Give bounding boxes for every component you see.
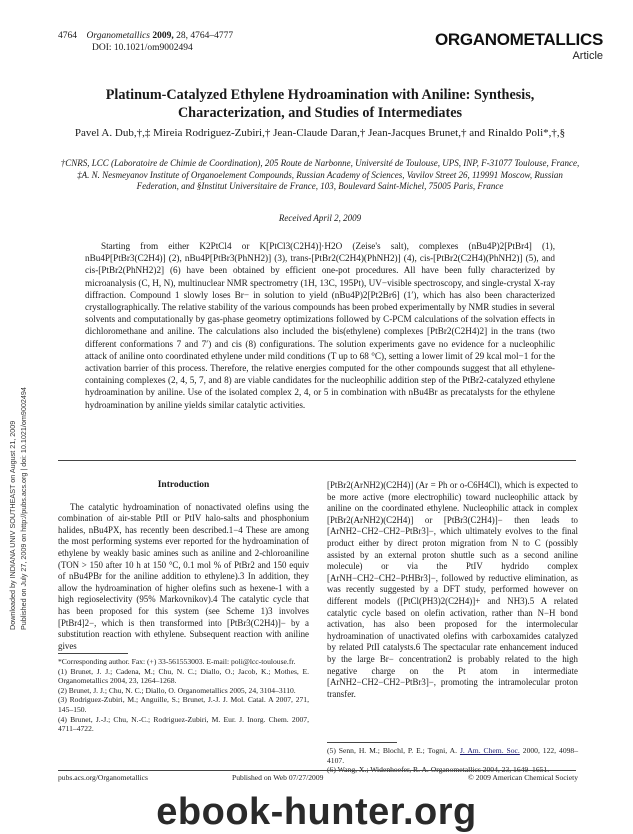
footer-copyright: © 2009 American Chemical Society — [468, 773, 578, 782]
download-stamp — [4, 300, 32, 630]
footnote-divider — [58, 653, 128, 654]
body-column-right — [327, 480, 578, 700]
article-type: Article — [572, 50, 603, 62]
footer-divider — [58, 770, 576, 771]
footnote-ref-1: (1) Brunet, J. J.; Cadena, M.; Chu, N. C.; Diallo, O.; Jacob, K.; Mothes, E. Organometallics 2004, 23, 1264–1268. — [58, 666, 309, 686]
footnote-corresponding: *Corresponding author. Fax: (+) 33-561553003. E-mail: poli@lcc-toulouse.fr. — [58, 657, 296, 666]
journal-year: 2009, — [152, 31, 174, 41]
download-stamp-line-1: Downloaded by INDIANA UNIV SOUTHEAST on August 21, 2009 — [8, 420, 17, 630]
footer-published: Published on Web 07/27/2009 — [232, 773, 324, 782]
footnote-5-text: (5) Senn, H. M.; Blochl, P. E.; Togni, A. — [327, 746, 460, 755]
section-heading: Introduction — [157, 480, 210, 490]
footnote-ref-5 — [327, 746, 578, 765]
volume-pages: 28, 4764–4777 — [176, 31, 234, 41]
received-date: Received April 2, 2009 — [278, 213, 362, 223]
footnote-5-rest: 2000, 122, 4098–4107. — [327, 746, 579, 765]
author-list: Pavel A. Dub,†,‡ Mireia Rodriguez-Zubiri,† Jean-Claude Daran,† Jean-Jacques Brunet,† and Rinaldo Poli*,†,§ — [74, 127, 566, 139]
footnote-ref-2: (2) Brunet, J. J.; Chu, N. C.; Diallo, O. Organometallics 2005, 24, 3104–3110. — [58, 685, 296, 695]
body-column-left — [58, 480, 309, 652]
journal-name: Organometallics — [86, 31, 151, 41]
page-number: 4764 — [58, 31, 77, 41]
journal-logo: ORGANOMETALLICS — [434, 30, 603, 49]
intro-paragraph-continued: [PtBr2(ArNH2)(C2H4)] (Ar = Ph or o-C6H4Cl), which is expected to be more active (more electrophilic) toward nucleophilic attack by aniline on the coordinated ethylene. Nucleophilic attack in complex [PtBr2(ArNH2)(C2H4)] or [PtBr3(C2H4)]− then leads to [ArNH2−CH2−CH2−PtBr3]−, which ultimately evolves to the final product either by direct proton migration from N to C (possibly assisted by an external proton shuttle such as a second aniline molecule) or via the PtIV hydrido complex [ArNH−CH2−CH2−PtHBr3]−, followed by reductive elimination, as was recently suggested by a DFT study, performed however on different models ([PtCl(PH3)2(C2H4)]+ and NH3).5 A related catalytic cycle based on olefin activation, rather than N−H bond activation, has also been proposed for the intermolecular hydroamination of unactivated olefins with carboxamides catalyzed by related PtII catalysts.6 The spectacular rate enhancement induced by the large Br− concentration2 is probably related to the high negative charge on the Pt atom in intermediate [ArNH2−CH2−CH2−PtBr3]−, promoting the intramolecular proton transfer. — [327, 480, 578, 699]
article-title: Platinum-Catalyzed Ethylene Hydroamination with Aniline: Synthesis, Characterization, and Studies of Intermediates — [105, 87, 535, 121]
running-header — [58, 30, 233, 54]
citation-link[interactable]: J. Am. Chem. Soc. — [459, 746, 520, 755]
doi: DOI: 10.1021/om9002494 — [92, 43, 193, 53]
journal-brand — [435, 31, 603, 62]
footer-url[interactable]: pubs.acs.org/Organometallics — [58, 773, 148, 782]
footnote-divider — [327, 742, 397, 743]
affiliations: †CNRS, LCC (Laboratoire de Chimie de Coordination), 205 Route de Narbonne, Université de Toulouse, UPS, INP, F-31077 Toulouse, France, ‡A. N. Nesmeyanov Institute of Organoelement Compounds, Russian Academy of Sciences, Vavilov Street 26, 119991 Moscow, Russian Federation, and §Institut Universitaire de France, 103, Boulevard Saint-Michel, 75005 Paris, France — [60, 158, 580, 191]
intro-paragraph: The catalytic hydroamination of nonactivated olefins using the combination of air-stable PtII or PtIV halo-salts and phosphonium halides, nBu4PX, has recently been described.1−4 These are among the most performing systems ever reported for the hydroamination of ethylene by weakly basic amines such as aniline and 2-chloroaniline (TON > 150 after 10 h at 150 °C, 0.1 mol % of PtBr2 and 150 equiv of nBu4PBr for the aniline addition to ethylene).3 In addition, they allow the hydroamination of higher olefins such as hexene-1 with a high regioselectivity (95% Markovnikov).4 The catalytic cycle that has been proposed for this system (see Scheme 1)3 involves [PtBr4]2−, which is then transformed into [PtBr3(C2H4)]− by a substitution reaction with ethylene. Subsequent reaction with aniline gives — [58, 501, 309, 651]
section-divider — [58, 460, 576, 461]
watermark: ebook-hunter.org — [156, 791, 477, 833]
footnote-ref-3: (3) Rodriguez-Zubiri, M.; Anguille, S.; Brunet, J.-J. J. Mol. Catal. A 2007, 271, 145–150. — [58, 695, 309, 714]
footnotes-left — [58, 653, 309, 734]
abstract: Starting from either K2PtCl4 or K[PtCl3(C2H4)]·H2O (Zeise's salt), complexes (nBu4P)2[PtBr4] (1), nBu4P[PtBr3(C2H4)] (2), nBu4P[PtBr3(PhNH2)] (3), trans-[PtBr2(C2H4)(PhNH2)] (4), cis-[PtBr2(C2H4)(PhNH2)] (5), and cis-[PtBr2(PhNH2)2] (6) have been obtained by efficient one-pot procedures. All have been fully characterized by microanalysis (C, H, N), multinuclear NMR spectrometry (1H, 13C, 195Pt), UV−visible spectroscopy, and single-crystal X-ray diffraction. Compound 1 slowly loses Br− in solution to yield (nBu4P)2[Pt2Br6] (1′), which has also been characterized crystallographically. The relative stability of the various compounds has been probed experimentally by NMR studies in several solvents and computationally by gas-phase geometry optimizations followed by C-PCM calculations of the solvation effects in dichloromethane and aniline. The calculations also included the bis(ethylene) complexes [PtBr2(C2H4)2] in the trans (two different conformations 7 and 7′) and cis (8) configurations. The solution experiments gave no evidence for a nucleophilic attack of aniline onto coordinated ethylene under mild conditions (T up to 68 °C), setting a lower limit of 29 kcal mol−1 for the activation barrier of this process. Therefore, the relative energies computed for the other compounds suggest that all ethylene-containing complexes (2, 4, 5, 7, and 8) are viable candidates for the nucleophilic addition step of the PtBr2-catalyzed ethylene hydroamination by aniline. Use of the isolated complex 2, 4, or 5 in combination with nBu4Br as precatalysts for the ethylene hydroamination by aniline yields similar catalytic activities. — [85, 241, 555, 410]
footnote-ref-6: (6) Wang, X.; Widenhoefer, R. A. Organometallics 2004, 23, 1649–1651. — [327, 765, 550, 775]
footnote-ref-4: (4) Brunet, J.-J.; Chu, N.-C.; Rodriguez-Zubiri, M. Eur. J. Inorg. Chem. 2007, 4711–4722. — [58, 714, 309, 734]
download-stamp-line-2: Published on July 27, 2009 on http://pubs.acs.org | doi: 10.1021/om9002494 — [19, 387, 28, 630]
